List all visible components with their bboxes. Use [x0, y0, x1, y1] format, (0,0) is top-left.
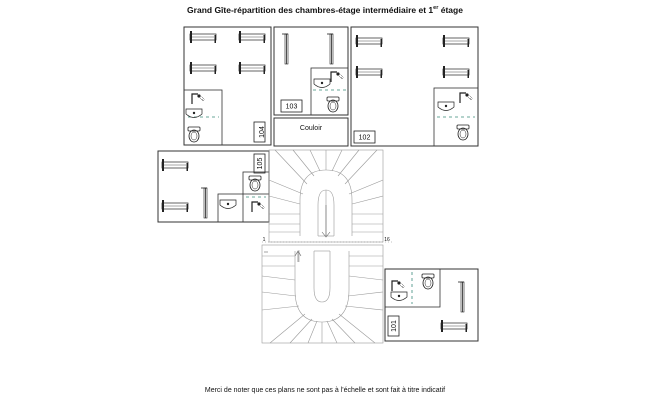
shower-icon [460, 93, 473, 103]
sink-icon [186, 109, 202, 118]
corridor [274, 118, 348, 146]
sink-icon [438, 102, 454, 111]
toilet-icon [249, 176, 261, 191]
wardrobe-icon [458, 282, 464, 312]
bed-icon [443, 35, 469, 47]
stair-end-mark: 16 [384, 237, 390, 243]
shower-icon [392, 281, 405, 291]
bed-icon [190, 31, 216, 43]
shower-icon [252, 202, 265, 212]
bed-icon [162, 200, 188, 212]
wardrobe-icon [282, 34, 288, 64]
stair-start-mark: 1 [262, 237, 266, 243]
room-105-label: 105 [256, 157, 264, 170]
bed-icon [441, 320, 467, 332]
shower-icon [331, 72, 344, 82]
bed-icon [190, 62, 216, 74]
bed-icon [356, 66, 382, 78]
bed-icon [239, 31, 265, 43]
toilet-icon [327, 97, 339, 112]
shower-icon [192, 94, 205, 104]
room-105 [158, 151, 269, 222]
wardrobe-icon [327, 34, 333, 64]
sink-icon [391, 292, 407, 301]
bed-icon [239, 62, 265, 74]
room-101-label: 101 [390, 320, 398, 332]
room-101 [385, 269, 478, 341]
room-103 [274, 27, 348, 115]
bed-icon [356, 35, 382, 47]
room-102 [351, 27, 478, 146]
bed-icon [443, 66, 469, 78]
plan-title: Grand Gîte-répartition des chambres-étage intermédiaire et 1er étage [187, 5, 463, 15]
room-103-label: 103 [285, 103, 298, 111]
toilet-icon [188, 127, 200, 142]
staircase [262, 150, 392, 343]
room-104-label: 104 [258, 126, 266, 138]
sink-icon [314, 79, 330, 88]
toilet-icon [422, 274, 434, 289]
sink-icon [220, 200, 236, 209]
room-102-label: 102 [358, 134, 371, 142]
corridor-label: Couloir [299, 124, 323, 132]
toilet-icon [457, 125, 469, 140]
bed-icon [162, 159, 188, 171]
wardrobe-icon [201, 188, 207, 218]
room-104 [184, 27, 271, 145]
disclaimer-note: Merci de noter que ces plans ne sont pas à l'échelle et sont fait à titre indicatif [204, 387, 446, 394]
